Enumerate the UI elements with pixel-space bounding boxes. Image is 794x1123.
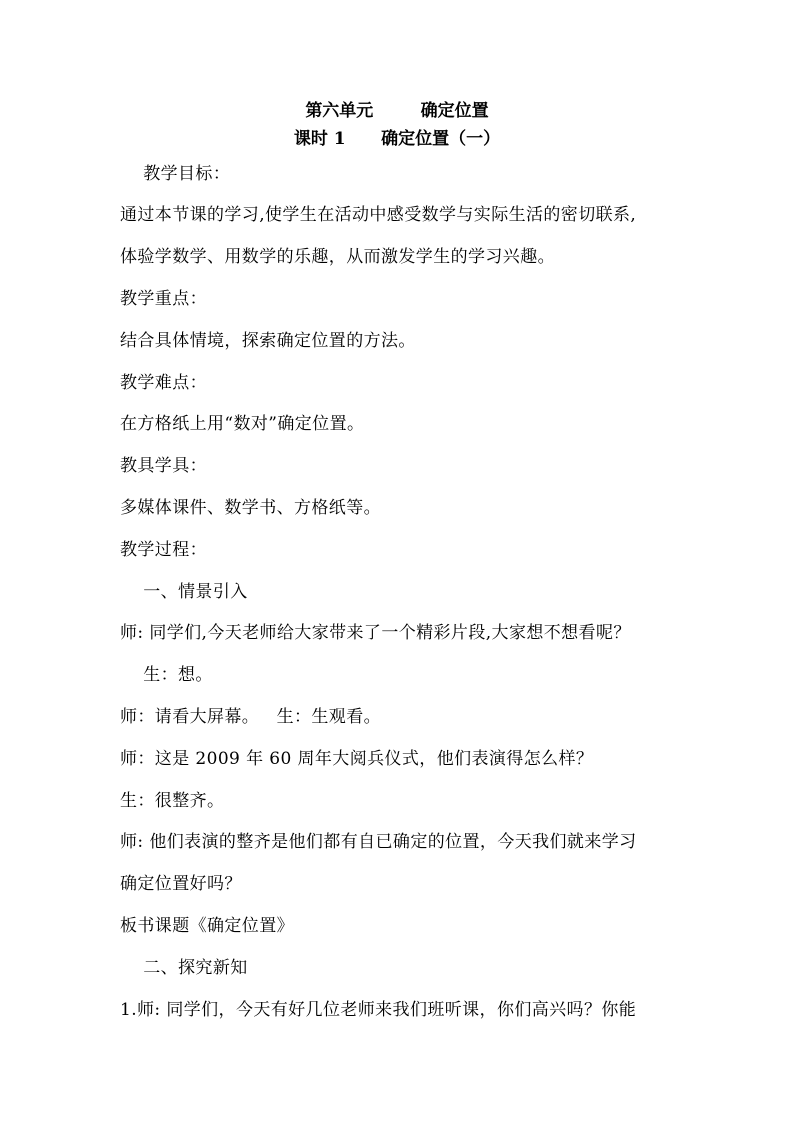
paragraph-line: 通过本节课的学习,使学生在活动中感受数学与实际生活的密切联系,	[120, 205, 637, 225]
board-title-line: 板书课题《确定位置》	[120, 916, 294, 936]
heading-key-points: 教学重点：	[120, 289, 207, 309]
dialogue-line: 师: 同学们,今天老师给大家带来了一个精彩片段,大家想不想看呢？	[120, 623, 631, 643]
dialogue-line: 生：很整齐。	[120, 791, 225, 811]
heading-teaching-aids: 教具学具：	[120, 456, 207, 476]
paragraph-line: 结合具体情境，探索确定位置的方法。	[120, 331, 416, 351]
dialogue-line: 师：这是 2009 年 60 周年大阅兵仪式，他们表演得怎么样？	[120, 749, 594, 769]
heading-objectives: 教学目标：	[120, 164, 231, 184]
paragraph-line: 体验学数学、用数学的乐趣，从而激发学生的学习兴趣。	[120, 247, 555, 267]
section-heading-intro: 一、情景引入	[120, 582, 248, 602]
heading-process: 教学过程：	[120, 540, 207, 560]
paragraph-line: 多媒体课件、数学书、方格纸等。	[120, 498, 381, 518]
section-heading-explore: 二、探究新知	[120, 958, 248, 978]
dialogue-line: 1.师: 同学们，今天有好几位老师来我们班听课，你们高兴吗？你能	[120, 1000, 637, 1020]
dialogue-line: 师：请看大屏幕。 生：生观看。	[120, 707, 382, 727]
dialogue-line: 师: 他们表演的整齐是他们都有自已确定的位置，今天我们就来学习	[120, 832, 637, 852]
lesson-title: 课时 1 确定位置（一）	[293, 129, 501, 149]
dialogue-line: 生：想。	[120, 665, 213, 685]
paragraph-line: 在方格纸上用“数对”确定位置。	[120, 414, 365, 434]
unit-title: 第六单元 确定位置	[305, 101, 489, 121]
dialogue-line: 确定位置好吗？	[120, 874, 242, 894]
heading-difficulties: 教学难点：	[120, 373, 207, 393]
